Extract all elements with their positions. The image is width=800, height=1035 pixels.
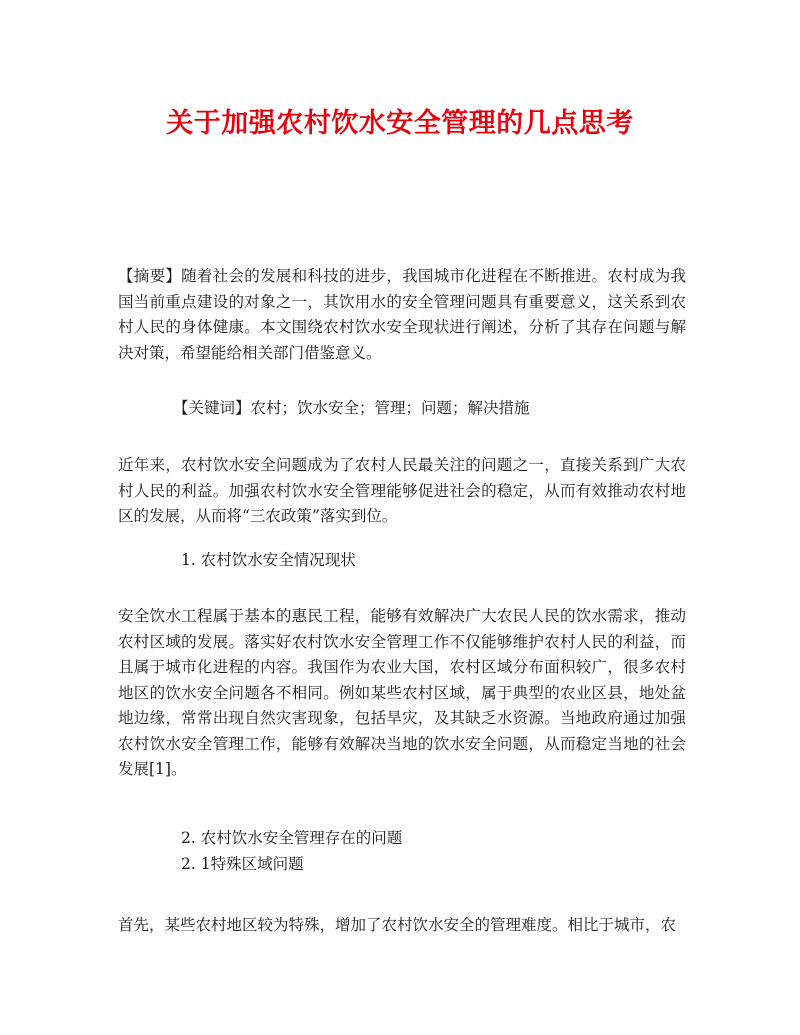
section-heading-2-1: 2. 1特殊区域问题 bbox=[181, 855, 304, 873]
section-2-1-paragraph: 首先，某些农村地区较为特殊，增加了农村饮水安全的管理难度。相比于城市，农 bbox=[118, 916, 677, 934]
section-heading-2: 2. 农村饮水安全管理存在的问题 bbox=[181, 829, 403, 847]
keywords-line: 【关键词】农村；饮水安全；管理；问题；解决措施 bbox=[173, 399, 530, 417]
section-heading-1: 1. 农村饮水安全情况现状 bbox=[181, 551, 356, 569]
section-1-paragraph: 安全饮水工程属于基本的惠民工程，能够有效解决广大农民人民的饮水需求，推动农村区域的发展。落实好农村饮水安全管理工作不仅能够维护农村人民的利益，而且属于城市化进程的内容。我国作为农业大国，农村区域分布面积较广，很多农村地区的饮水安全问题各不相同。例如某些农村区域，属于典型的农业区县，地处盆地边缘，常常出现自然灾害现象，包括旱灾，及其缺乏水资源。当地政府通过加强农村饮水安全管理工作，能够有效解决当地的饮水安全问题，从而稳定当地的社会发展[1]。 bbox=[118, 607, 686, 778]
abstract-paragraph: 【摘要】随着社会的发展和科技的进步，我国城市化进程在不断推进。农村成为我国当前重点建设的对象之一，其饮用水的安全管理问题具有重要意义，这关系到农村人民的身体健康。本文围绕农村饮水安全现状进行阐述，分析了其存在问题与解决对策，希望能给相关部门借鉴意义。 bbox=[118, 267, 686, 362]
intro-paragraph: 近年来，农村饮水安全问题成为了农村人民最关注的问题之一，直接关系到广大农村人民的利益。加强农村饮水安全管理能够促进社会的稳定，从而有效推动农村地区的发展，从而将“三农政策”落实到位。 bbox=[118, 456, 686, 525]
document-title: 关于加强农村饮水安全管理的几点思考 bbox=[166, 108, 634, 139]
